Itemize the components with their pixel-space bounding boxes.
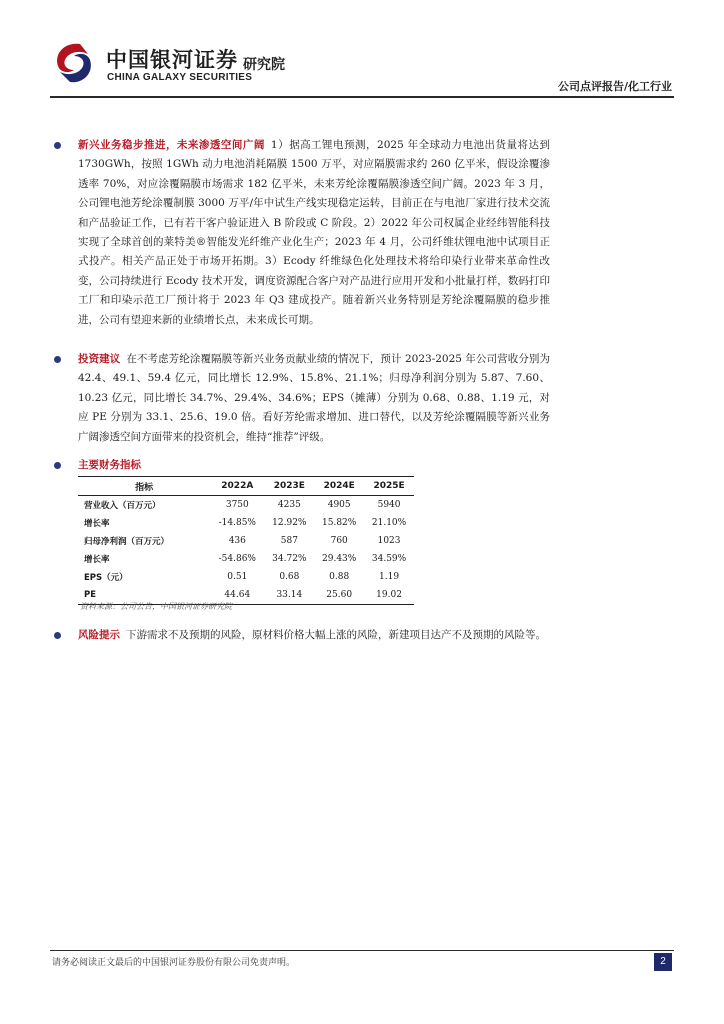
table-cell: 1.19 bbox=[379, 572, 400, 582]
row-label: 增长率 bbox=[84, 555, 110, 565]
table-cell: 587 bbox=[280, 536, 298, 546]
financial-table bbox=[78, 476, 414, 605]
table-cell: 4235 bbox=[277, 500, 301, 510]
table-cell: 34.59% bbox=[371, 554, 407, 564]
bullet-icon bbox=[54, 356, 61, 363]
row-label: 归母净利润（百万元） bbox=[84, 537, 170, 547]
table-cell: -14.85% bbox=[218, 518, 256, 528]
row-label: 营业收入（百万元） bbox=[84, 501, 161, 511]
table-cell: 0.51 bbox=[227, 572, 248, 582]
table-row bbox=[78, 496, 414, 515]
brand-name-cn: 中国银河证券 bbox=[106, 48, 238, 72]
brand-name-en: CHINA GALAXY SECURITIES bbox=[107, 72, 253, 83]
table-header-cell: 2023E bbox=[264, 477, 314, 496]
table-cell: 29.43% bbox=[322, 554, 357, 564]
bullet-icon bbox=[54, 142, 61, 149]
row-label: EPS（元） bbox=[84, 573, 128, 583]
table-cell: 436 bbox=[228, 536, 246, 546]
header-divider bbox=[50, 96, 674, 98]
table-cell: 33.14 bbox=[264, 586, 314, 605]
table-cell: 19.02 bbox=[364, 586, 414, 605]
section-body: 1）据高工锂电预测，2025 年全球动力电池出货量将达到 1730GWh，按照 1GWh 动力电池消耗隔膜 1500 万平，对应隔膜需求约 260 亿平米，假设涂覆渗透率 70%，对应涂覆隔膜市场需求 182 亿平米，未来芳纶涂覆隔膜渗透空间广阔。2023 年 3 月，公司锂电池芳纶涂覆制膜 3000 万平/年中试生产线实现稳定运转，目前正在与电池厂家进行技术交流和产品验证工作，已有若干客户验证进入 B 阶段或 C 阶段。2）2022 年公司权属企业经纬智能科技实现了全球首创的莱特美®智能发光纤维产业化生产；2023 年 4 月，公司纤维状锂电池中试项目正式投产。相关产品正处于市场开拓期。3）Ecody 纤维绿色化处理技术将给印染行业带来革命性改变，公司持续进行 Ecody 技术开发，调度资源配合客户对产品进行应用开发和小批量打样，数码打印工厂和印染示范工厂预计将于 2023 年 Q3 建成投产。随着新兴业务特别是芳纶涂覆隔膜的稳步推进，公司有望迎来新的业绩增长点，未来成长可期。 bbox=[78, 139, 551, 326]
report-type: 公司点评报告/化工行业 bbox=[557, 80, 672, 93]
table-cell: 3750 bbox=[225, 500, 249, 510]
section-lead: 新兴业务稳步推进，未来渗透空间广阔 bbox=[78, 139, 265, 151]
table-header-cell: 2024E bbox=[314, 477, 364, 496]
table-header-cell: 指标 bbox=[78, 477, 210, 496]
disclaimer-text: 请务必阅读正文最后的中国银河证券股份有限公司免责声明。 bbox=[52, 958, 296, 968]
row-label: PE bbox=[78, 586, 210, 605]
bullet-icon bbox=[54, 632, 61, 639]
institute-label: 研究院 bbox=[243, 57, 285, 73]
table-cell: 15.82% bbox=[322, 518, 357, 528]
footer-divider bbox=[50, 950, 674, 951]
table-header-cell: 2025E bbox=[364, 477, 414, 496]
section-lead: 投资建议 bbox=[78, 353, 121, 365]
table-cell: -54.86% bbox=[218, 554, 256, 564]
table-cell: 0.88 bbox=[329, 572, 350, 582]
table-row bbox=[78, 532, 414, 550]
page-number: 2 bbox=[654, 953, 672, 971]
section-risk-warning bbox=[78, 626, 550, 645]
table-cell: 44.64 bbox=[210, 586, 264, 605]
table-cell: 12.92% bbox=[272, 518, 307, 528]
table-row bbox=[78, 514, 414, 532]
table-cell: 760 bbox=[330, 536, 348, 546]
table-cell: 0.68 bbox=[279, 572, 300, 582]
table-source-note: 资料来源：公司公告，中国银河证券研究院 bbox=[80, 602, 232, 611]
section-lead: 主要财务指标 bbox=[78, 459, 141, 471]
table-cell: 4905 bbox=[327, 500, 351, 510]
table-cell: 5940 bbox=[377, 500, 401, 510]
galaxy-logo-icon bbox=[50, 40, 98, 86]
section-emerging-business bbox=[78, 136, 550, 330]
section-body: 下游需求不及预期的风险，原材料价格大幅上涨的风险，新建项目达产不及预期的风险等。 bbox=[126, 629, 546, 641]
table-cell: 21.10% bbox=[371, 518, 407, 528]
section-lead: 风险提示 bbox=[78, 629, 120, 641]
table-header-cell: 2022A bbox=[210, 477, 264, 496]
table-row bbox=[78, 568, 414, 586]
row-label: 增长率 bbox=[84, 519, 110, 529]
section-body: 在不考虑芳纶涂覆隔膜等新兴业务贡献业绩的情况下，预计 2023-2025 年公司营收分别为 42.4、49.1、59.4 亿元，同比增长 12.9%、15.8%、21.1%；归母净利润分别为 5.87、7.60、10.23 亿元，同比增长 34.7%、29.4%、34.6%；EPS（摊薄）分别为 0.68、0.88、1.19 元，对应 PE 分别为 33.1、25.6、19.0 倍。看好芳纶需求增加、进口替代，以及芳纶涂覆隔膜等新兴业务广阔渗透空间方面带来的投资机会，维持“推荐”评级。 bbox=[78, 353, 550, 443]
section-investment-advice bbox=[78, 350, 550, 447]
table-cell: 1023 bbox=[377, 536, 401, 546]
table-cell: 25.60 bbox=[314, 586, 364, 605]
bullet-icon bbox=[54, 462, 61, 469]
table-row bbox=[78, 550, 414, 568]
table-cell: 34.72% bbox=[272, 554, 307, 564]
table-header-row bbox=[78, 477, 414, 496]
section-financial-indicators bbox=[78, 456, 550, 475]
